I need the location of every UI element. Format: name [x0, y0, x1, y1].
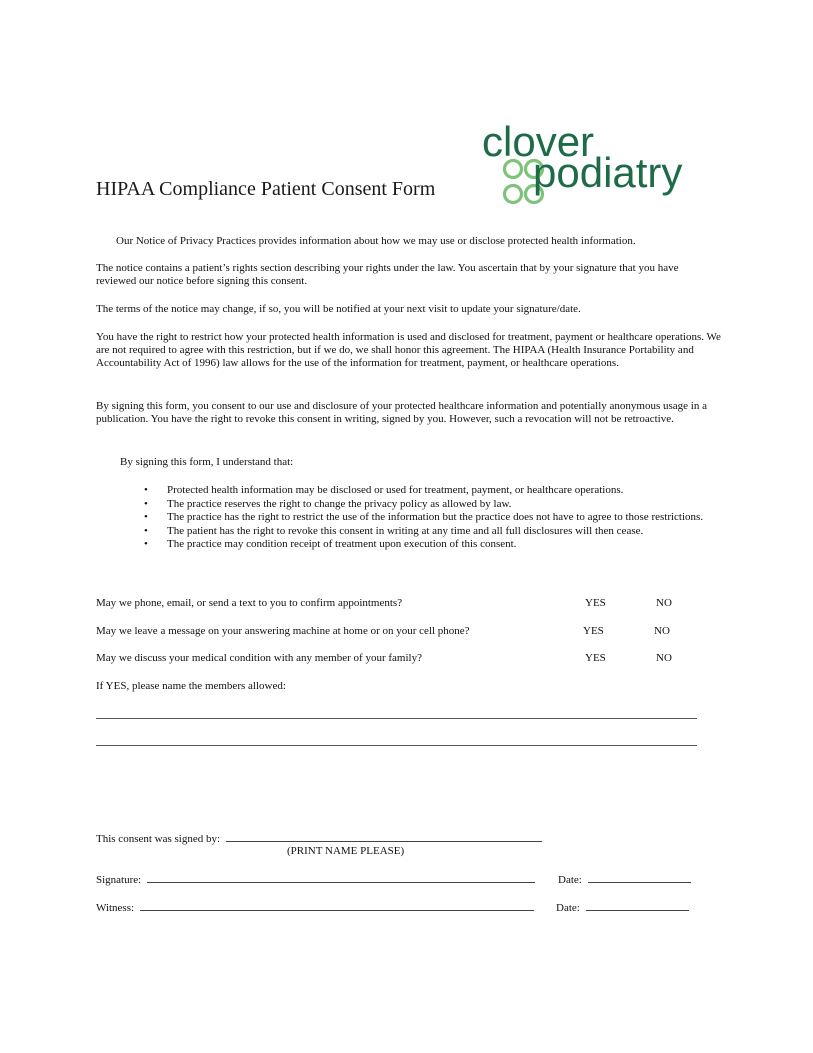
signature-row: [96, 872, 535, 886]
no-option[interactable]: NO: [654, 625, 670, 637]
list-item: • The patient has the right to revoke this consent in writing at any time and all full disclosures will then cease.: [144, 525, 704, 539]
understanding-list: [144, 484, 704, 552]
witness-row: [96, 900, 534, 914]
question-text: May we leave a message on your answering machine at home or on your cell phone?: [96, 625, 470, 637]
print-name-line[interactable]: [226, 831, 542, 842]
changes-paragraph: The terms of the notice may change, if so, you will be notified at your next visit to update your signature/date.: [96, 303, 581, 315]
members-line[interactable]: [96, 745, 697, 746]
list-item: • The practice has the right to restrict the use of the information but the practice does not have to agree to those restrictions.: [144, 511, 704, 525]
no-option[interactable]: NO: [656, 652, 672, 664]
witness-label: Witness:: [96, 902, 135, 914]
rights-paragraph: The notice contains a patient’s rights section describing your rights under the law. You ascertain that by your signature that you have reviewed our notice before signing this consent.: [96, 262, 679, 287]
page-title: HIPAA Compliance Patient Consent Form: [96, 178, 436, 200]
list-item: • The practice may condition receipt of treatment upon execution of this consent.: [144, 538, 704, 552]
date-label: Date:: [556, 902, 580, 914]
witness-date-line[interactable]: [586, 900, 689, 911]
no-option[interactable]: NO: [656, 597, 672, 609]
members-line[interactable]: [96, 718, 697, 719]
signature-label: Signature:: [96, 874, 142, 886]
members-prompt: If YES, please name the members allowed:: [96, 680, 286, 692]
yes-option[interactable]: YES: [585, 652, 606, 664]
list-item: • The practice reserves the right to change the privacy policy as allowed by law.: [144, 498, 704, 512]
list-item: • Protected health information may be disclosed or used for treatment, payment, or healthcare operations.: [144, 484, 704, 498]
logo-text-top: clover: [482, 118, 595, 165]
signature-line[interactable]: [147, 872, 535, 883]
witness-line[interactable]: [140, 900, 534, 911]
signed-by-label: This consent was signed by:: [96, 833, 221, 845]
restriction-paragraph: You have the right to restrict how your protected health information is used and disclosed for treatment, payment or healthcare operations. We are not required to agree with this restriction, but if we do, we shall honor this agreement. The HIPAA (Health Insurance Portability and Accountability Act of 1996) law allows for the use of the information for treatment, payment, or healthcare operations.: [96, 331, 721, 369]
yes-option[interactable]: YES: [585, 597, 606, 609]
understand-intro: By signing this form, I understand that:: [120, 456, 294, 468]
signed-by-row: [96, 831, 542, 845]
date-label: Date:: [558, 874, 582, 886]
question-text: May we discuss your medical condition with any member of your family?: [96, 652, 422, 664]
clover-podiatry-logo: [482, 118, 692, 218]
consent-paragraph: By signing this form, you consent to our use and disclosure of your protected healthcare information and potentially anonymous usage in a publication. You have the right to revoke this consent in writing, signed by you. However, such a revocation will not be retroactive.: [96, 400, 707, 425]
print-name-hint: (PRINT NAME PLEASE): [287, 845, 405, 857]
yes-option[interactable]: YES: [583, 625, 604, 637]
witness-date-row: [556, 900, 689, 914]
signature-date-row: [558, 872, 691, 886]
question-text: May we phone, email, or send a text to you to confirm appointments?: [96, 597, 403, 609]
signature-date-line[interactable]: [588, 872, 691, 883]
intro-paragraph: Our Notice of Privacy Practices provides information about how we may use or disclose protected health information.: [116, 235, 636, 247]
logo-text-bottom: podiatry: [533, 149, 683, 196]
